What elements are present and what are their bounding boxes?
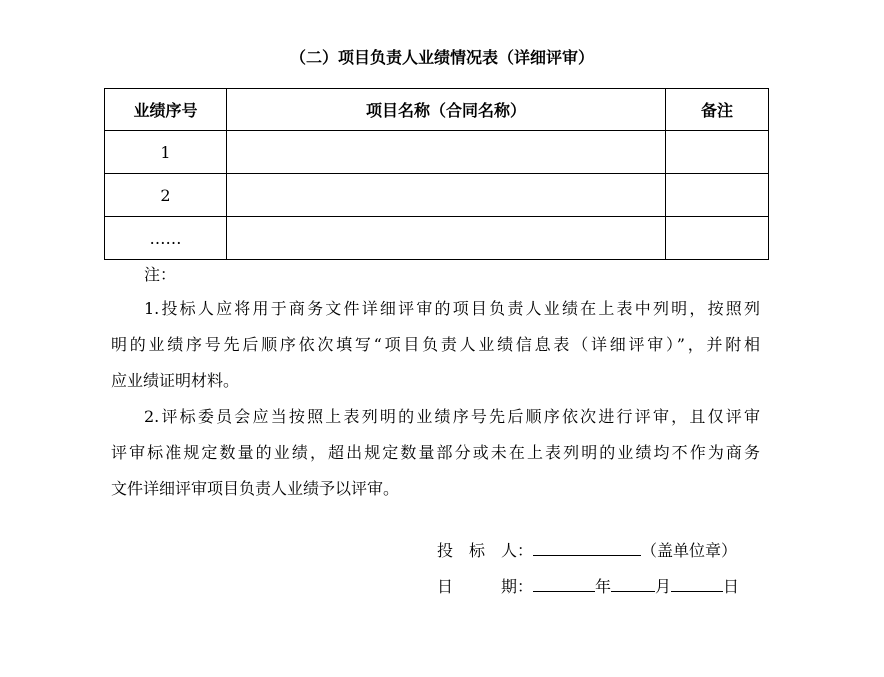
note-line: 评审标准规定数量的业绩，超出规定数量部分或未在上表列明的业绩均不作为商务 (111, 443, 760, 462)
performance-table (104, 88, 769, 260)
seal-note: （盖单位章） (641, 541, 738, 560)
notes-label: 注： (144, 265, 177, 284)
cell-project-name (227, 131, 666, 174)
cell-serial: 1 (105, 131, 227, 174)
cell-remarks (666, 174, 769, 217)
year-blank[interactable] (533, 577, 595, 592)
bidder-label: 投 标 人： (437, 541, 534, 560)
note-line: 明的业绩序号先后顺序依次填写“项目负责人业绩信息表（详细评审）”，并附相 (111, 335, 760, 354)
day-blank[interactable] (671, 577, 723, 592)
date-label: 日 期： (437, 577, 534, 596)
cell-serial: 2 (105, 174, 227, 217)
bidder-blank[interactable] (533, 541, 641, 556)
date-row (437, 574, 739, 597)
year-label: 年 (595, 577, 612, 596)
note-line: 2.评标委员会应当按照上表列明的业绩序号先后顺序依次进行评审，且仅评审 (144, 407, 760, 426)
note-line: 1.投标人应将用于商务文件详细评审的项目负责人业绩在上表中列明，按照列 (144, 299, 760, 318)
table-header-row (105, 89, 769, 131)
day-label: 日 (723, 577, 740, 596)
month-blank[interactable] (611, 577, 655, 592)
header-serial: 业绩序号 (105, 89, 227, 131)
header-remarks: 备注 (666, 89, 769, 131)
cell-serial: …… (105, 217, 227, 260)
note-line: 应业绩证明材料。 (111, 371, 240, 390)
cell-remarks (666, 131, 769, 174)
bidder-signature-row (437, 538, 737, 561)
table-row (105, 131, 769, 174)
note-line: 文件详细评审项目负责人业绩予以评审。 (111, 479, 400, 498)
cell-remarks (666, 217, 769, 260)
month-label: 月 (655, 577, 672, 596)
cell-project-name (227, 217, 666, 260)
header-project-name: 项目名称（合同名称） (227, 89, 666, 131)
table-row (105, 174, 769, 217)
cell-project-name (227, 174, 666, 217)
page-title: （二）项目负责人业绩情况表（详细评审） (289, 48, 594, 67)
table-row (105, 217, 769, 260)
